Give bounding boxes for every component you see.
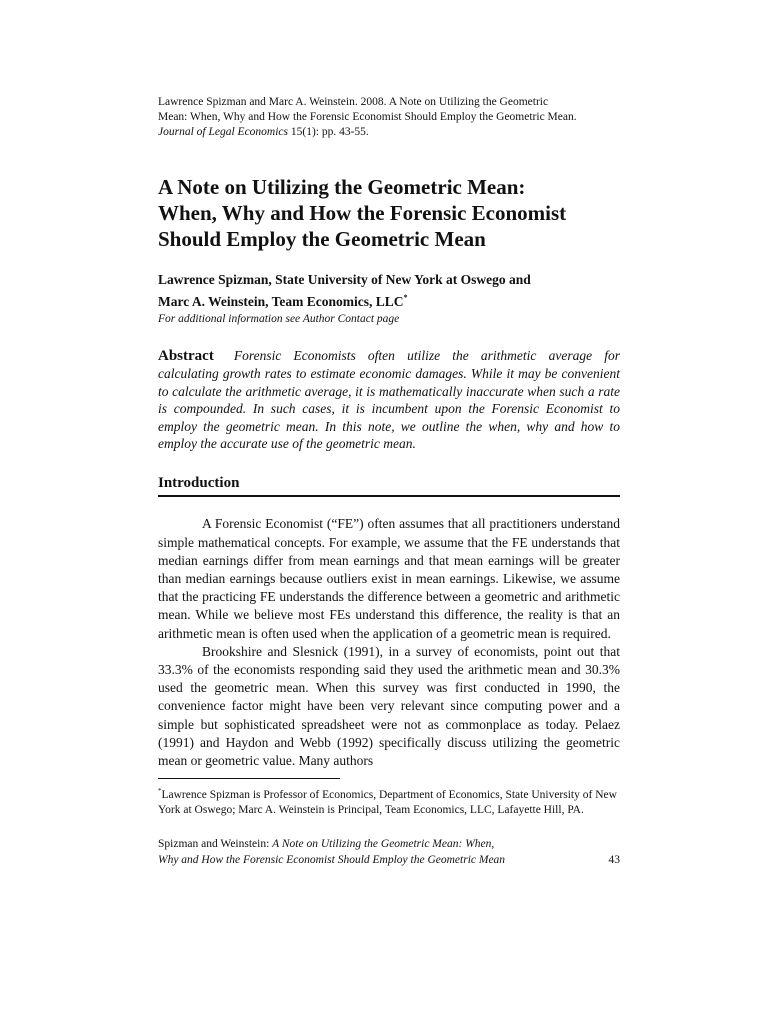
introduction-paragraph-2: Brookshire and Slesnick (1991), in a survey of economists, point out that 33.3% of the economists responding said they used the arithmetic mean and 30.3% used the geometric mean. When this survey was first conducted in 1990, the convenience factor might have been very relevant since computing power and a simple but sophisticated spreadsheet were not as commonplace as today. Pelaez (1991) and Haydon and Webb (1992) specifically discuss utilizing the geometric mean or geometric value. Many authors xyxy=(158,643,620,769)
abstract-label: Abstract xyxy=(158,348,214,364)
citation-journal: Journal of Legal Economics xyxy=(158,126,288,138)
paper-title-line-2: When, Why and How the Forensic Economist xyxy=(158,201,567,225)
section-heading-introduction: Introduction xyxy=(158,474,620,497)
abstract-text: Forensic Economists often utilize the arithmetic average for calculating growth rates to estimate economic damages. While it may be convenient to calculate the arithmetic average, it is mathematically inaccurate when such a rate is compounded. In such cases, it is incumbent upon the Forensic Economist to employ the geometric mean. In this note, we outline the when, why and how to employ the accurate use of the geometric mean. xyxy=(158,348,620,452)
running-footer xyxy=(158,836,620,868)
page-number: 43 xyxy=(608,854,620,867)
author-block xyxy=(158,271,620,311)
author-line-1: Lawrence Spizman, State University of New York at Oswego and xyxy=(158,272,531,287)
footnote-text: Lawrence Spizman is Professor of Economics, Department of Economics, State University of New York at Oswego; Marc A. Weinstein is Principal, Team Economics, LLC, Lafayette Hill, PA. xyxy=(158,789,617,817)
footnote xyxy=(158,784,620,818)
footer-authors: Spizman and Weinstein: xyxy=(158,838,273,851)
paper-title-line-3: Should Employ the Geometric Mean xyxy=(158,227,486,251)
footer-title-line-2: Why and How the Forensic Economist Should Employ the Geometric Mean xyxy=(158,854,506,867)
author-line-2: Marc A. Weinstein, Team Economics, LLC xyxy=(158,294,404,309)
paper-title-line-1: A Note on Utilizing the Geometric Mean: xyxy=(158,175,526,199)
citation-line-2: Mean: When, Why and How the Forensic Economist Should Employ the Geometric Mean. xyxy=(158,111,577,123)
footnote-marker: * xyxy=(158,787,162,796)
paper-page xyxy=(158,95,620,868)
introduction-paragraph-1: A Forensic Economist (“FE”) often assumes that all practitioners understand simple mathematical concepts. For example, we assume that the FE understands that median earnings differ from mean earnings and that mean earnings will be greater than median earnings because outliers exist in mean earnings. Likewise, we assume that the practicing FE understands the difference between a geometric and arithmetic mean. While we believe most FEs understand this difference, the reality is that an arithmetic mean is often used when the application of a geometric mean is required. xyxy=(158,516,620,641)
abstract xyxy=(158,347,620,452)
footnote-divider xyxy=(158,778,340,779)
author-footnote-marker: * xyxy=(403,293,408,302)
citation-line-1: Lawrence Spizman and Marc A. Weinstein. 2008. A Note on Utilizing the Geometric xyxy=(158,96,549,108)
citation-header xyxy=(158,95,620,140)
paper-title xyxy=(158,174,620,252)
footer-title-line-1: A Note on Utilizing the Geometric Mean: When, xyxy=(272,838,495,851)
citation-details: 15(1): pp. 43-55. xyxy=(288,126,369,138)
author-contact-note: For additional information see Author Contact page xyxy=(158,313,400,325)
